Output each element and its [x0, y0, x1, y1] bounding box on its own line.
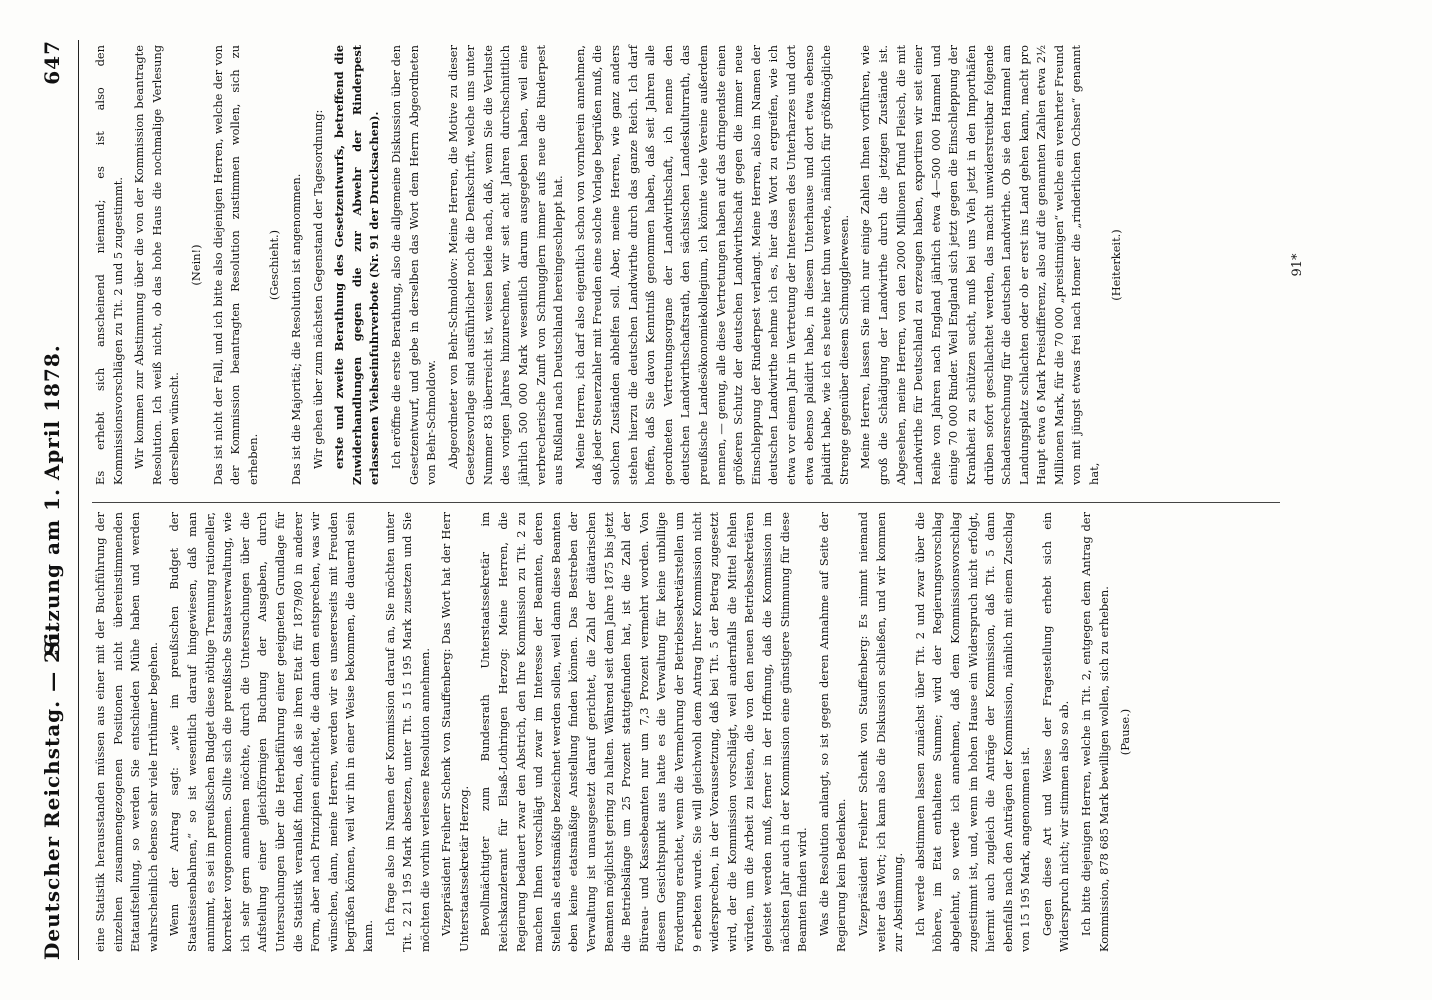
right-paragraph-3: (Nein!)	[188, 244, 203, 286]
right-paragraph-4: Das ist nicht der Fall, und ich bitte also diejenigen Herren, welche der von der Kommission beantragten Resolution zustimmen wollen, sich zu erheben.	[210, 45, 260, 485]
left-column	[92, 512, 1300, 952]
page-mark: 91*	[1290, 253, 1305, 277]
column-divider	[92, 502, 1280, 503]
left-paragraph-9: Gegen diese Art und Weise der Fragestellung erhebt sich ein Widerspruch nicht; wir stimmen also so ab.	[1039, 512, 1072, 952]
right-paragraph-9: Ich eröffne die erste Berathung, also die allgemeine Diskussion über den Gesetzentwurf, und gebe in derselben das Wort dem Herrn Abgeordneten von Behr-Schmoldow.	[388, 45, 439, 485]
left-paragraph-6: Was die Resolution anlangt, so ist gegen deren Annahme auf Seite der Regierung kein Bedenken.	[816, 512, 849, 952]
left-paragraph-10: Ich bitte diejenigen Herren, welche in Tit. 2, entgegen dem Antrag der Kommission, 878 685 Mark bewilligen wollen, sich zu erheben.	[1079, 512, 1111, 952]
left-footer-note: (Pause.)	[1118, 708, 1133, 756]
left-paragraph-3: Ich frage also im Namen der Kommission darauf an, Sie möchten unter Tit. 2 21 195 Mark absetzen, unter Tit. 5 15 195 Mark zusetzen und Sie möchten die vorhin verlesene Resolution annehmen.	[382, 512, 432, 952]
right-paragraph-1: Es erhebt sich anscheinend niemand; es ist also den Kommissionsvorschlägen zu Tit. 2 und 5 zugestimmt.	[93, 45, 125, 485]
right-paragraph-7: Wir gehen über zum nächsten Gegenstand der Tagesordnung:	[310, 109, 325, 469]
left-paragraph-7: Vizepräsident Freiherr Schenk von Stauffenberg: Es nimmt niemand weiter das Wort; ich kann also die Diskussion schließen, und wir kommen zur Abstimmung.	[855, 512, 906, 952]
right-paragraph-8: erste und zweite Berathung des Gesetzentwurfs, betreffend die Zuwiderhandlungen gegen die zur Abwehr der Rinderpest erlassenen Viehseinfuhrverbote (Nr. 91 der Drucksachen).	[332, 45, 382, 485]
left-paragraph-8: Ich werde abstimmen lassen zunächst über Tit. 2 und zwar über die höhere, im Etat enthaltene Summe; wird der Regierungsvorschlag abgelehnt, so werde ich annehmen, daß dem Kommissionsvorschlag zugestimmt ist, und, wenn im hohen Hause ein Widerspruch nicht erfolgt, hiermit auch zugleich die Anträge der Kommission, daß Tit. 5 dann ebenfalls nach den Anträgen der Kommission, nämlich mit einem Zuschlag von 15 195 Mark, angenommen ist.	[912, 512, 1033, 952]
digitization-note	[1406, 20, 1426, 980]
left-paragraph-2: Wenn der Antrag sagt: „wie im preußischen Budget der Staatseisenbahnen,“ so ist wesentlich darauf hingewiesen, daß man annimmt, es sei im preußischen Budget diese nöthige Trennung rationeller, korrekter vorgenommen. Sollte sich die preußische Staatsverwaltung, wie ich sehr gern annehmen möchte, durch die Untersuchungen über die Aufstellung einer gleichförmigen Buchung der Ausgaben, durch Untersuchungen über die Herbeiführung einer geeigneten Grundlage für die Statistik veranlaßt finden, daß sie ihren Etat für 1879/80 in anderer Form, aber nach Prinzipien einrichtet, die dann dem entsprechen, was wir wünschen, dann, meine Herren, werden wir es unsererseits mit Freuden begrüßen können, weil wir ihn in einer Weise bekommen, die dauernd sein kann.	[167, 512, 375, 952]
header-center: Sitzung am 1. April 1878.	[40, 344, 64, 656]
right-footer-note: (Heiterkeit.)	[1108, 229, 1123, 301]
right-paragraph-10: Abgeordneter von Behr-Schmoldow: Meine Herren, die Motive zu dieser Gesetzesvorlage sind ausführlicher noch die Denkschrift, welche uns unter Nummer 83 überreicht ist, weisen beide nach, daß, wenn Sie die Verluste des vorigen Jahres hinzurechnen, wir seit acht Jahren durchschnittlich jährlich 500 000 Mark wesentlich darum ausgegeben haben, weil eine verbrecherische Zunft von Schmugglern immer aufs neue die Rinderpest aus Rußland nach Deutschland hereingeschleppt hat.	[445, 45, 566, 485]
right-paragraph-6: Das ist die Majorität; die Resolution ist angenommen.	[288, 173, 303, 485]
header-left: Deutscher Reichstag. — 26.	[40, 625, 64, 960]
left-paragraph-1: eine Statistik herausstanden müssen aus einer mit der Buchführung der einzelnen zusammengezogenen Positionen nicht übereinstimmenden Etataufstellung, so werden Sie entschieden Mühe haben und werden wahrscheinlich ebenso sehr viele Irrthümer begehen.	[93, 512, 160, 952]
right-paragraph-12: Meine Herren, lassen Sie mich nur einige Zahlen Ihnen vorführen, wie groß die Schädigung der Landwirthe durch die jetzigen Zustände ist. Abgesehen, meine Herren, von den 2000 Millionen Pfund Fleisch, die mit Landwirthe für Deutschland zu erzeugen haben, exportiren wir seit einer Reihe von Jahren nach England jährlich etwa 4—500 000 Hammel und einige 70 000 Rinder. Weil England sich jetzt gegen die Einschleppung der Krankheit zu schützen sucht, muß bei uns Vieh jetzt in den Importhäfen drüben sofort geschlachtet werden, das macht unwiderstreitbar folgende Schadensrechnung für die deutschen Landwirthe. Ob sie den Hammel am Landungsplatz schlachten oder ob er erst ins Land gehen kann, macht pro Haupt etwa 6 Mark Preisdifferenz, also auf die genannten Zahlen etwa 2½ Millionen Mark, für die 70 000 „preistinnigen“ welche ein verehrter Freund von mit jüngst etwas frei nach Homer die „rinderlichen Ochsen“ genannt hat,	[858, 45, 1102, 485]
right-paragraph-2: Wir kommen zur Abstimmung über die von der Kommission beantragte Resolution. Ich weiß nicht, ob das hohe Haus die nochmalige Verlesung derselben wünscht.	[132, 45, 182, 485]
page-header	[40, 40, 80, 960]
right-paragraph-5: (Geschieht.)	[267, 229, 282, 301]
page-number: 647	[40, 40, 64, 85]
header-rule	[78, 40, 79, 960]
right-column	[92, 45, 1300, 485]
right-paragraph-11: Meine Herren, ich darf also eigentlich schon von vornherein annehmen, daß jeder Steuerzahler mit Freuden eine solche Vorlage begrüßen muß, die solchen Zuständen abhelfen soll. Aber, meine Herren, wie ganz anders stehen hierzu die deutschen Landwirthe durch das ganze Reich. Ich darf hoffen, daß Sie davon Kenntniß genommen haben, daß seit Jahren alle geordneten Vertretungsorgane der Landwirthschaft, ich nenne den deutschen Landwirthschaftsrath, den sächsischen Landeskulturrath, das preußische Landesökonomiekollegium, ich könnte viele Vereine außerdem nennen, — genug, alle diese Vertretungen haben auf das dringendste einen größeren Schutz der deutschen Landwirthschaft gegen die immer neue Einschleppung der Rinderpest verlangt. Meine Herren, also im Namen der deutschen Landwirthe nehme ich es, hier das Wort zu ergreifen, wie ich etwa vor einem Jahr in Vertretung der Interessen des Unterharzes und dort etwa ebenso plaidirt habe, in diesem Unterhause und dort etwa ebenso plaidirt habe, wie ich es heute hier thun werde, nämlich für größtmögliche Strenge gegenüber diesem Schmugglerwesen.	[572, 45, 851, 485]
left-paragraph-4: Vizepräsident Freiherr Schenk von Stauffenberg: Das Wort hat der Herr Unterstaatssekretär Herzog.	[439, 512, 471, 952]
left-paragraph-5: Bevollmächtigter zum Bundesrath Unterstaatssekretär im Reichskanzleramt für Elsaß-Lothringen Herzog: Meine Herren, die Regierung bedauert zwar den Abstrich, den Ihre Kommission zu Tit. 2 zu machen Ihnen vorschlägt und zwar im Interesse der Beamten, deren Stellen als etatsmäßige bezeichnet werden sollen, weil dann diese Beamten eben keine etatsmäßige Anstellung finden können. Das Bestreben der Verwaltung ist unausgesetzt darauf gerichtet, die Zahl der diätarischen Beamten möglichst gering zu halten. Während seit dem Jahre 1875 bis jetzt die Betriebslänge um 25 Prozent stattgefunden hat, ist die Zahl der Büreau- und Kassebeamten nur um 7,3 Prozent vermehrt worden. Von diesem Gesichtspunkt aus hatte es die Verwaltung für keine unbillige Forderung erachtet, wenn die Vermehrung der Betriebssekretärstellen um 9 erbeten wurde. Sie will gleichwohl dem Antrag Ihrer Kommission nicht widersprechen, in der Voraussetzung, daß bei Tit. 5 der Betrag zugesetzt wird, der die Kommission vorschlägt, weil andernfalls die Mittel fehlen würden, um die Arbeit zu leisten, die von den neuen Betriebssekretären geleistet werden muß, ferner in der Hoffnung, daß die Kommission im nächsten Jahr auch in der Kommission eine günstigere Stimmung für diese Beamten finden wird.	[478, 512, 810, 952]
